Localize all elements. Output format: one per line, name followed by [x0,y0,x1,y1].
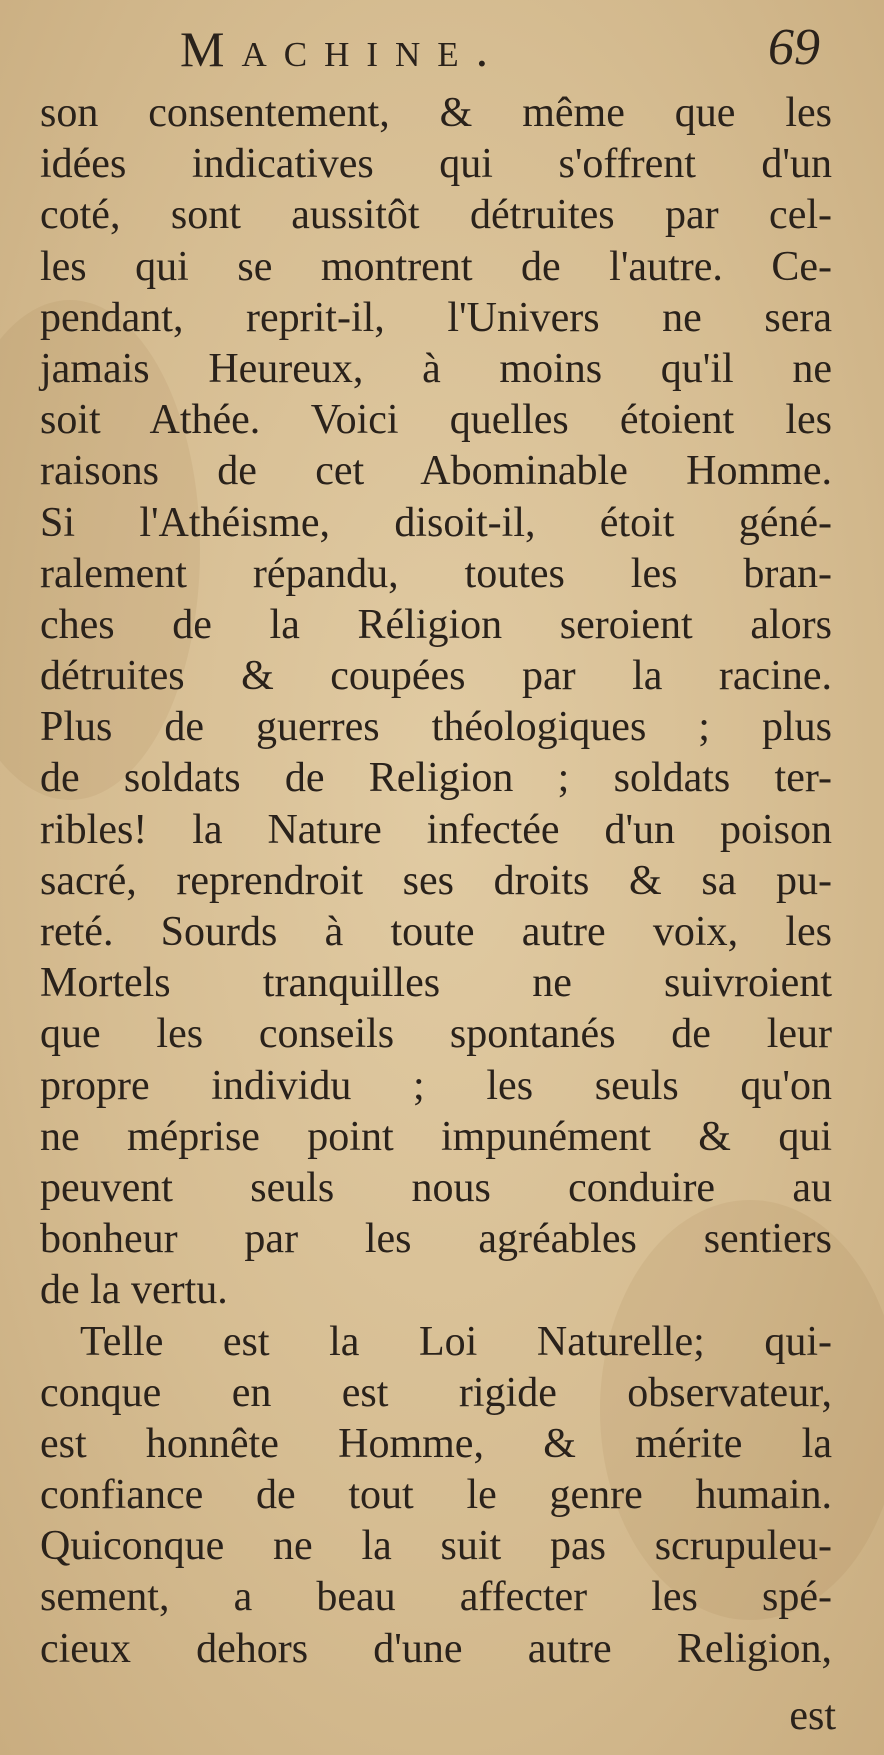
text-line: Quiconque ne la suit pas scrupuleu- [40,1523,832,1570]
text-line: Si l'Athéisme, disoit-il, étoit géné- [40,499,832,546]
text-line: les qui se montrent de l'autre. Ce- [40,243,832,290]
text-line: est honnête Homme, & mérite la [40,1420,832,1467]
text-line: peuvent seuls nous conduire au [40,1164,832,1211]
text-line: bonheur par les agréables sentiers [40,1216,832,1263]
text-line: raisons de cet Abominable Homme. [40,448,832,495]
text-line: Plus de guerres théologiques ; plus [40,704,832,751]
body-text [40,88,832,1675]
text-line: ribles! la Nature infectée d'un poison [40,806,832,853]
page-number: 69 [768,19,820,76]
text-line: jamais Heureux, à moins qu'il ne [40,345,832,392]
text-line: ralement répandu, toutes les bran- [40,550,832,597]
text-line: ches de la Réligion seroient alors [40,601,832,648]
text-line: conque en est rigide observateur, [40,1369,832,1416]
text-line: de la vertu. [40,1267,228,1314]
running-title: Machine. [180,21,506,77]
text-line: reté. Sourds à toute autre voix, les [40,909,832,955]
text-line: cieux dehors d'une autre Religion, [40,1625,832,1672]
catchword: est [789,1693,836,1739]
text-line: soit Athée. Voici quelles étoient les [40,397,832,444]
text-line: idées indicatives qui s'offrent d'un [40,141,832,188]
text-line: ne méprise point impunément & qui [40,1113,832,1160]
text-line: de soldats de Religion ; soldats ter- [40,755,832,802]
running-head [180,18,820,88]
text-line: coté, sont aussitôt détruites par cel- [40,192,832,239]
text-line: confiance de tout le genre humain. [40,1472,832,1519]
text-line: pendant, reprit-il, l'Univers ne sera [40,294,832,341]
text-line: Telle est la Loi Naturelle; qui- [80,1318,832,1365]
text-line: propre individu ; les seuls qu'on [40,1062,832,1109]
text-line: Mortels tranquilles ne suivroient [40,960,832,1007]
text-line: sement, a beau affecter les spé- [40,1574,832,1621]
text-line: sacré, reprendroit ses droits & sa pu- [40,857,832,904]
text-line: son consentement, & même que les [40,90,832,136]
text-line: que les conseils spontanés de leur [40,1011,832,1058]
text-line: détruites & coupées par la racine. [40,653,832,700]
